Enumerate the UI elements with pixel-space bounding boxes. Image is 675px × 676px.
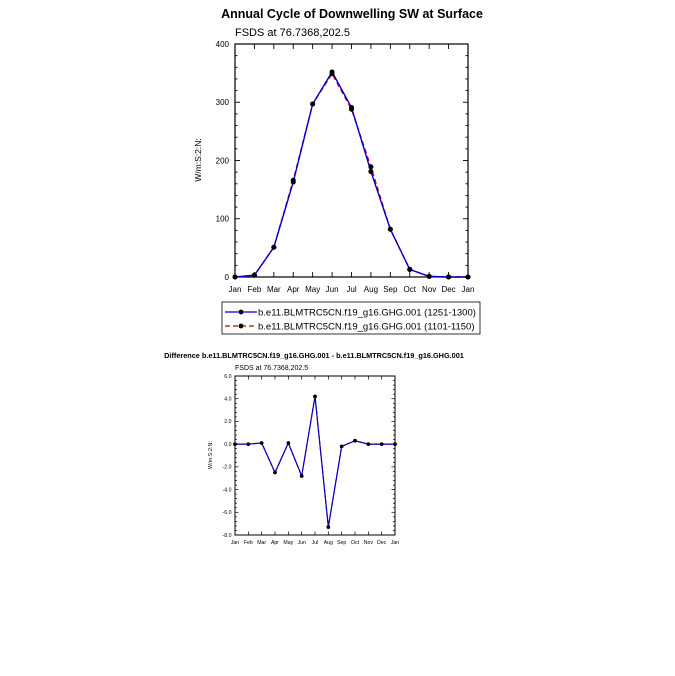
x-tick-label: Mar bbox=[266, 285, 281, 294]
chart2-title: Difference b.e11.BLMTRC5CN.f19_g16.GHG.001 - b.e11.BLMTRC5CN.f19_g16.GHG.001 bbox=[164, 351, 464, 360]
x-tick-label: Feb bbox=[243, 540, 253, 546]
series-2-point bbox=[252, 273, 257, 278]
y-tick-label: 300 bbox=[215, 98, 229, 108]
chart1-axes bbox=[216, 40, 475, 294]
series-2-line bbox=[235, 396, 395, 527]
series-1-line bbox=[235, 72, 468, 277]
legend-marker-series-2 bbox=[239, 324, 244, 329]
y-tick-label: 4.0 bbox=[224, 396, 232, 403]
legend-marker-series-1 bbox=[239, 310, 244, 315]
x-tick-label: Apr bbox=[287, 285, 300, 294]
series-2-point bbox=[271, 245, 276, 250]
x-tick-label: Oct bbox=[350, 540, 360, 546]
chart1-subtitle: FSDS at 76.7368,202.5 bbox=[235, 27, 350, 39]
x-tick-label: Apr bbox=[270, 540, 280, 546]
series-2-point bbox=[233, 275, 238, 280]
series-2-point bbox=[327, 525, 331, 529]
legend-item-series-2 bbox=[225, 322, 475, 333]
x-tick-label: Jan bbox=[228, 285, 242, 294]
x-tick-label: Jul bbox=[346, 285, 357, 294]
legend-label-series-1: b.e11.BLMTRC5CN.f19_g16.GHG.001 (1251-1300) bbox=[258, 307, 476, 319]
series-2-point bbox=[233, 442, 237, 446]
x-tick-label: Sep bbox=[383, 285, 398, 294]
series-2-point bbox=[300, 474, 304, 478]
series-2-point bbox=[380, 442, 384, 446]
series-2-point bbox=[446, 275, 451, 280]
y-tick-label: 0 bbox=[224, 272, 229, 282]
chart-annual-cycle bbox=[193, 7, 483, 334]
y-tick-label: -6.0 bbox=[222, 510, 232, 517]
legend-label-series-2: b.e11.BLMTRC5CN.f19_g16.GHG.001 (1101-1150) bbox=[258, 321, 475, 333]
chart1-series bbox=[233, 69, 471, 279]
series-1-point bbox=[368, 169, 373, 174]
chart2-series bbox=[233, 395, 397, 529]
x-tick-label: Jun bbox=[325, 285, 339, 294]
x-tick-label: Jan bbox=[461, 285, 475, 294]
chart1-legend bbox=[222, 302, 480, 334]
series-2-point bbox=[273, 471, 277, 475]
legend-item-series-1 bbox=[225, 308, 476, 319]
series-2-point bbox=[367, 442, 371, 446]
y-tick-label: 100 bbox=[215, 214, 229, 224]
series-2-point bbox=[260, 441, 264, 445]
y-tick-label: -4.0 bbox=[222, 487, 232, 494]
x-tick-label: Dec bbox=[441, 285, 456, 294]
x-tick-label: Jun bbox=[297, 540, 306, 546]
x-tick-label: Mar bbox=[257, 540, 267, 546]
series-2-point bbox=[247, 442, 251, 446]
x-tick-label: Feb bbox=[247, 285, 262, 294]
series-2-point bbox=[340, 445, 344, 449]
chart1-title: Annual Cycle of Downwelling SW at Surface bbox=[221, 7, 483, 21]
x-tick-label: Jan bbox=[230, 540, 240, 546]
x-tick-label: Jul bbox=[311, 540, 319, 546]
x-tick-label: Aug bbox=[323, 540, 333, 546]
series-2-point bbox=[368, 164, 373, 169]
y-tick-label: 6.0 bbox=[224, 373, 232, 380]
series-2-point bbox=[353, 439, 357, 443]
y-tick-label: 200 bbox=[215, 156, 229, 166]
y-tick-label: 2.0 bbox=[224, 419, 232, 426]
series-2-point bbox=[407, 267, 412, 272]
x-tick-label: Oct bbox=[403, 285, 416, 294]
chart-difference bbox=[164, 351, 464, 546]
series-2-point bbox=[310, 101, 315, 106]
x-tick-label: Sep bbox=[337, 540, 347, 546]
x-tick-label: Nov bbox=[363, 540, 373, 546]
x-tick-label: Dec bbox=[377, 540, 387, 546]
x-tick-label: Jan bbox=[390, 540, 400, 546]
y-tick-label: -2.0 bbox=[222, 464, 232, 471]
series-2-line bbox=[235, 74, 468, 277]
plot-frame bbox=[235, 44, 468, 277]
series-2-point bbox=[313, 395, 317, 399]
series-2-point bbox=[466, 275, 471, 280]
x-tick-label: Nov bbox=[422, 285, 437, 294]
chart2-axes bbox=[223, 374, 400, 546]
chart2-subtitle: FSDS at 76.7368,202.5 bbox=[235, 365, 309, 372]
y-tick-label: 0.0 bbox=[224, 441, 232, 448]
chart1-ylabel: W/m:S:2:N: bbox=[193, 138, 203, 182]
x-tick-label: Aug bbox=[363, 285, 379, 294]
series-2-point bbox=[330, 71, 335, 76]
series-1-line bbox=[235, 396, 395, 527]
chart2-ylabel: W/m:S:2:N: bbox=[208, 440, 214, 470]
series-2-point bbox=[427, 274, 432, 279]
series-2-point bbox=[388, 227, 393, 232]
x-tick-label: May bbox=[283, 540, 294, 546]
series-2-point bbox=[393, 442, 397, 446]
y-tick-label: -8.0 bbox=[222, 532, 232, 539]
series-2-point bbox=[349, 107, 354, 112]
x-tick-label: May bbox=[305, 285, 321, 294]
series-2-point bbox=[291, 178, 296, 183]
y-tick-label: 400 bbox=[215, 39, 229, 49]
series-2-point bbox=[287, 441, 291, 445]
